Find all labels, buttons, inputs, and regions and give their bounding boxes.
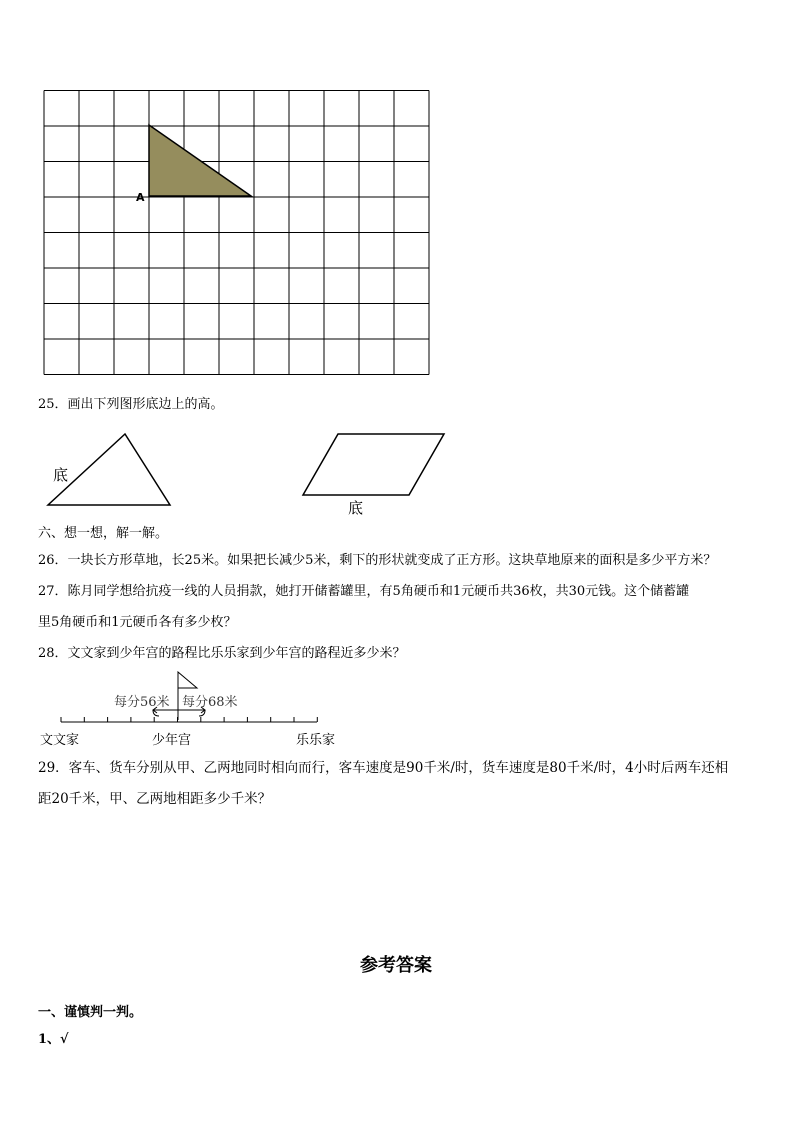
- answers-title: 参考答案: [360, 955, 432, 976]
- triangle-base-label: 底: [53, 466, 69, 484]
- question-25-text: 25．画出下列图形底边上的高。: [38, 397, 224, 412]
- question-27-line-2: 里5角硬币和1元硬币各有多少枚？: [38, 615, 237, 630]
- grid-figure: [43, 90, 428, 375]
- place-wenwen-home: 文文家: [40, 733, 80, 748]
- answers-section-1: 一、谨慎判一判。: [38, 1005, 143, 1020]
- question-28-text: 28．文文家到少年宫的路程比乐乐家到少年宫的路程近多少米？: [38, 646, 406, 661]
- section-6-title: 六、想一想，解一解。: [38, 526, 169, 541]
- question-27-line-1: 27．陈月同学想给抗疫一线的人员捐款，她打开储蓄罐里，有5角硬币和1元硬币共36枚，共30元钱。这个储蓄罐: [38, 584, 690, 599]
- parallelogram-base-label: 底: [348, 499, 364, 517]
- question-26-text: 26．一块长方形草地，长25米。如果把长减少5米，剩下的形状就变成了正方形。这块草地原来的面积是多少平方米？: [38, 553, 717, 568]
- place-youth-palace: 少年宫: [152, 733, 192, 748]
- parallelogram-figure: [300, 430, 450, 500]
- speed-right-label: 每分68米: [182, 695, 238, 710]
- place-lele-home: 乐乐家: [296, 733, 336, 748]
- question-29-line-1: 29．客车、货车分别从甲、乙两地同时相向而行，客车速度是90千米/时，货车速度是80千米/时，4小时后两车还相: [38, 760, 729, 776]
- point-a-label: A: [136, 191, 145, 204]
- shaded-triangle: [149, 125, 251, 196]
- speed-left-label: 每分56米: [114, 695, 170, 710]
- question-29-line-2: 距20千米，甲、乙两地相距多少千米？: [38, 791, 272, 807]
- answer-item-1: 1、√: [38, 1032, 69, 1047]
